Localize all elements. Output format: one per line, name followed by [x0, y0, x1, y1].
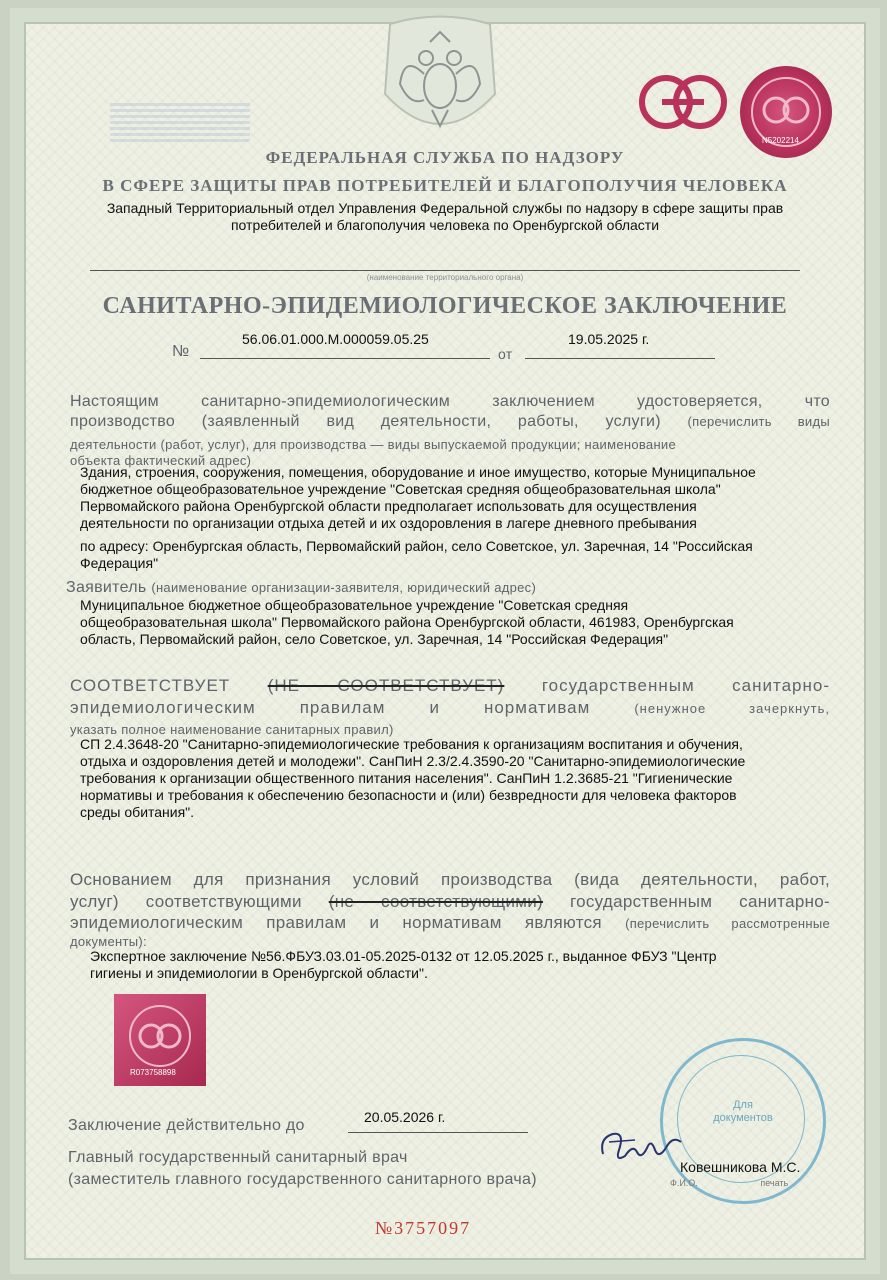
signer-title1: Главный государственный санитарный врач [68, 1149, 408, 1166]
intro-line2-text: производство (заявленный вид деятельности, работы, услуги) [70, 413, 661, 430]
applicant-label: Заявитель [66, 579, 147, 596]
basis-line2-strike: (не соответствующими) [328, 892, 544, 911]
applicant-line3: область, Первомайский район, село Советское, ул. Заречная, 14 "Российская Федерация" [80, 631, 669, 647]
rules-line2-caption: (ненужное зачеркнуть, [634, 701, 830, 716]
intro-line2 [70, 412, 830, 432]
basis-line2-b: государственным санитарно- [569, 892, 831, 911]
rules-text2: отдыха и оздоровления детей и молодежи". СанПиН 2.3/2.4.3590-20 "Санитарно-эпидемиологические [80, 753, 746, 769]
date-underline [525, 358, 715, 359]
hologram-bottom [114, 994, 206, 1086]
intro-line4: объекта фактический адрес) [70, 453, 252, 468]
address-line1: по адресу: Оренбургская область, Первомайский район, село Советское, ул. Заречная, 14 "Российская [80, 538, 753, 554]
basis-line3 [70, 913, 830, 934]
object-line2: бюджетное общеобразовательное учреждение "Советская средняя общеобразовательная школа" [80, 481, 721, 497]
department-line2: потребителей и благополучия человека по Оренбургской области [230, 217, 660, 233]
department-caption: (наименование территориального органа) [366, 273, 524, 282]
basis-line4: документы): [70, 934, 147, 949]
agency-title-line2: В СФЕРЕ ЗАЩИТЫ ПРАВ ПОТРЕБИТЕЛЕЙ И БЛАГОПОЛУЧИЯ ЧЕЛОВЕКА [102, 176, 788, 195]
basis-line1: Основанием для признания условий производства (вида деятельности, работ, [70, 870, 830, 889]
address-line2: Федерация" [80, 555, 159, 571]
security-watermark [110, 100, 250, 142]
document-title: САНИТАРНО-ЭПИДЕМИОЛОГИЧЕСКОЕ ЗАКЛЮЧЕНИЕ [102, 293, 788, 319]
rules-line2 [70, 698, 830, 719]
applicant-label-row [66, 578, 536, 598]
object-line1: Здания, строения, сооружения, помещения, оборудование и иное имущество, которые Муниципальное [80, 464, 756, 480]
stamp-text: Для документов [713, 1099, 773, 1124]
se-mark-icon [638, 74, 728, 130]
valid-label: Заключение действительно до [68, 1117, 305, 1134]
rules-text1: СП 2.4.3648-20 "Санитарно-эпидемиологические требования к организациям воспитания и обучения, [80, 736, 743, 752]
date-label: от [498, 346, 513, 362]
valid-underline [348, 1132, 528, 1133]
signer-title2: (заместитель главного государственного санитарного врача) [68, 1171, 537, 1188]
object-line4: деятельности по организации отдыха детей и их оздоровления в лагере дневного пребывания [80, 515, 697, 531]
applicant-line1: Муниципальное бюджетное общеобразовательное учреждение "Советская средняя [80, 597, 629, 613]
stamp-caption: печать [760, 1178, 789, 1188]
document-number: 56.06.01.000.М.000059.05.25 [242, 331, 429, 347]
certificate-sheet [10, 8, 880, 1274]
intro-line1: Настоящим санитарно-эпидемиологическим заключением удостоверяется, что [70, 393, 830, 410]
basis-line2 [70, 892, 830, 912]
hologram-top [740, 66, 832, 158]
valid-date: 20.05.2026 г. [364, 1109, 446, 1125]
signer-name: Ковешникова М.С. [680, 1159, 801, 1175]
document-date: 19.05.2025 г. [568, 331, 650, 347]
basis-line3-text: эпидемиологическим правилам и нормативам являются [70, 913, 602, 932]
serial-number: №3757097 [375, 1218, 472, 1238]
department-line1: Западный Территориальный отдел Управления Федеральной службы по надзору в сфере защиты прав [106, 200, 784, 216]
signer-caption-row [670, 1178, 788, 1188]
number-underline [200, 358, 490, 359]
intro-line3: деятельности (работ, услуг), для производства — виды выпускаемой продукции; наименование [70, 437, 677, 452]
handwritten-signature [595, 1120, 685, 1170]
agency-title-line1: ФЕДЕРАЛЬНАЯ СЛУЖБА ПО НАДЗОРУ [265, 148, 625, 167]
not-complies-text: (НЕ СООТВЕТСТВУЕТ) [267, 676, 505, 695]
basis-line3-caption: (перечислить рассмотренные [625, 916, 831, 931]
basis-text2: гигиены и эпидемиологии в Оренбургской области". [90, 965, 428, 981]
applicant-caption: (наименование организации-заявителя, юридический адрес) [151, 580, 537, 595]
basis-text1: Экспертное заключение №56.ФБУЗ.03.01-05.2025-0132 от 12.05.2025 г., выданное ФБУЗ "Центр [90, 948, 717, 964]
rules-line3: указать полное наименование санитарных правил) [70, 722, 394, 737]
hologram-code-top: N5202214 [762, 136, 799, 145]
complies-row [70, 676, 830, 696]
rules-text5: среды обитания". [80, 804, 195, 820]
number-label: № [172, 343, 190, 360]
intro-line2-caption: (перечислить виды [687, 414, 830, 429]
object-line3: Первомайского района Оренбургской области предполагает использовать для осуществления [80, 498, 697, 514]
rules-text3: требования к организации общественного питания населения". СанПиН 1.2.3685-21 "Гигиенические [80, 770, 733, 786]
applicant-line2: общеобразовательная школа" Первомайского района Оренбургской области, 461983, Оренбургская [80, 614, 734, 630]
signer-caption: Ф.И.О. [670, 1178, 698, 1188]
basis-line2-a: услуг) соответствующими [70, 892, 302, 911]
department-underline [90, 270, 800, 271]
emblem [370, 14, 510, 144]
hologram-code-bottom: R073758898 [130, 1068, 176, 1077]
complies-rest: государственным санитарно- [541, 676, 830, 695]
rules-text4: нормативы и требования к обеспечению безопасности и (или) безвредности для человека факторов [80, 787, 737, 803]
rules-line2-text: эпидемиологическим правилам и нормативам [70, 698, 591, 717]
complies-text: СООТВЕТСТВУЕТ [70, 676, 231, 695]
